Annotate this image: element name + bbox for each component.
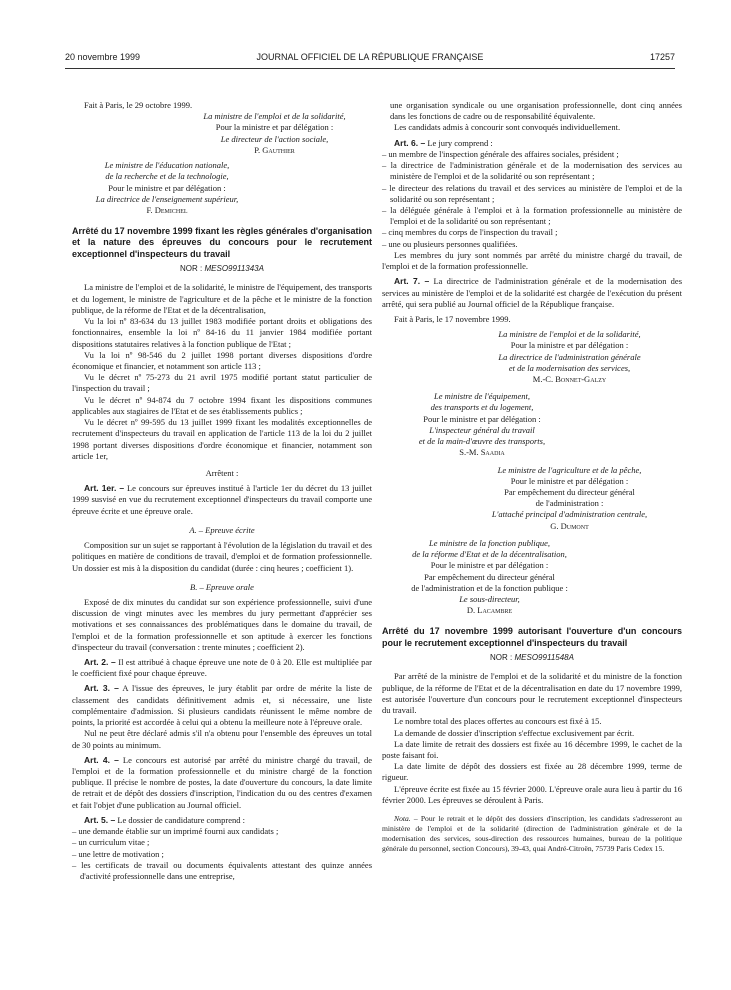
paragraph: Composition sur un sujet se rapportant à l'évolution de la législation du travail et des politiques en matière de conditions de travail, d'emploi et de formation professionnelle. Un dossier est mis à la disposition du candidat (durée : cinq heures ; coefficient 1).	[72, 540, 372, 573]
nor-code: MESO9911343A	[204, 263, 264, 273]
list-item: – une lettre de motivation ;	[72, 848, 164, 859]
sig-line: Le ministre de l'éducation nationale,	[104, 160, 230, 171]
sig-line: Pour le ministre et par délégation :	[430, 560, 549, 571]
signature-block-3	[457, 329, 682, 385]
nor-reference	[72, 264, 372, 275]
nota-text: Pour le retrait et le dépôt des dossiers d'inscription, les candidats s'adresseront au ministère de l'emploi et de la solidarité (direction de l'administration générale et de la modernisation des services, sous-direction des ressources humaines, bureau de la politique générale du personnel, section Concours), 39-43, quai André-Citroën, 75739 Paris Cedex 15.	[382, 814, 682, 854]
signature-block-6	[382, 538, 597, 617]
nota-label: Nota. –	[394, 814, 418, 824]
arretent-line: Arrêtent :	[205, 467, 239, 478]
sig-line: Le ministre de la fonction publique,	[428, 537, 551, 548]
paragraph: La demande de dossier d'inscription s'effectue exclusivement par écrit.	[394, 727, 635, 738]
article-1	[72, 483, 372, 517]
fait-line: Fait à Paris, le 17 novembre 1999.	[394, 313, 511, 324]
article-2	[72, 657, 372, 679]
signatory-name: D. Lacambre	[466, 605, 513, 616]
sig-line: Par empêchement du directeur général	[504, 487, 635, 497]
paragraph: Vu la loi nº 83-634 du 13 juillet 1983 modifiée portant droits et obligations des fonctionnaires, ensemble la loi nº 84-16 du 11 janvier 1984 modifiée portant dispositions statutaires relatives à la fonction publique de l'Etat ;	[72, 316, 372, 349]
sig-line: L'inspecteur général du travail	[429, 424, 535, 435]
article-label: Art. 7. –	[394, 276, 430, 287]
paragraph: Vu le décret nº 94-874 du 7 octobre 1994 fixant les dispositions communes applicables aux stagiaires de l'Etat et de ses établissements publics ;	[72, 394, 372, 416]
signature-block-4	[382, 391, 582, 458]
signatory-name: P. Gauthier	[254, 144, 295, 155]
header-rule	[65, 68, 675, 69]
paragraph: Exposé de dix minutes du candidat sur son expérience professionnelle, suivi d'une discussion de vingt minutes avec les membres du jury permettant d'apprécier ses motivations et ses connaissances des problématiques dans le domaine du travail, de l'emploi et de la formation professionnelle et son aptitude à exercer les fonctions d'inspecteur du travail (conversation : trente minutes ; coefficient 2).	[72, 596, 372, 652]
sig-line: Pour le ministre et par délégation :	[423, 413, 541, 424]
journal-title: JOURNAL OFFICIEL DE LA RÉPUBLIQUE FRANÇAISE	[256, 52, 484, 62]
article-label: Art. 6. –	[394, 137, 426, 148]
paragraph: Par arrêté de la ministre de l'emploi et de la solidarité et du ministre de la fonction publique, de la réforme de l'Etat et de la décentralisation en date du 17 novembre 1999, est autorisée l'ouverture d'un concours pour le recrutement exceptionnel d'inspecteurs du travail.	[382, 671, 682, 716]
paragraph: Les candidats admis à concourir sont convoqués individuellement.	[394, 122, 621, 133]
sig-line: Pour le ministre et par délégation :	[510, 475, 629, 486]
sig-line: de la réforme d'Etat et de la décentralisation,	[412, 549, 567, 560]
paragraph: Le nombre total des places offertes au concours est fixé à 15.	[394, 716, 602, 727]
signature-block-1	[177, 111, 372, 156]
sig-line: Par empêchement du directeur général	[424, 571, 555, 582]
article-3	[72, 683, 372, 728]
paragraph: Vu la loi nº 98-546 du 2 juillet 1998 portant diverses dispositions d'ordre économique et financier, et notamment son article 113 ;	[72, 349, 372, 372]
article-6	[382, 138, 682, 149]
left-column	[72, 100, 372, 882]
list-item: – un membre de l'inspection générale des affaires sociales, président ;	[382, 148, 619, 159]
article-text: Il est attribué à chaque épreuve une note de 0 à 20. Elle est multipliée par le coefficient fixé pour chaque épreuve.	[72, 657, 373, 679]
paragraph: La ministre de l'emploi et de la solidarité, le ministre de l'équipement, des transports et du logement, le ministre de l'agriculture et de la pêche et le ministre de la fonction publique, de la réforme de l'Etat et de la décentralisation,	[72, 282, 372, 315]
signatory-name: G. Dumont	[550, 520, 589, 531]
nor-label: NOR :	[490, 652, 513, 662]
sig-line: Le directeur de l'action sociale,	[220, 133, 329, 144]
article-text: Le dossier de candidature comprend :	[117, 814, 245, 825]
nor-label: NOR :	[180, 263, 203, 273]
signatory-name: F. Demichel	[146, 204, 188, 215]
sig-line: La directrice de l'administration générale	[498, 351, 641, 362]
paragraph: Vu le décret nº 99-595 du 13 juillet 1999 fixant les modalités exceptionnelles de recrutement d'inspecteurs du travail en application de l'article 113 de la loi du 2 juillet 1998 portant diverses dispositions d'ordre économique et financier, notamment son article 1er,	[72, 417, 372, 461]
section-heading: B. – Epreuve orale	[190, 581, 254, 592]
list-item: – cinq membres du corps de l'inspection du travail ;	[382, 227, 558, 238]
sig-line: Le sous-directeur,	[459, 593, 520, 604]
arrete-title: Arrêté du 17 novembre 1999 autorisant l'ouverture d'un concours pour le recrutement exceptionnel d'inspecteurs du travail	[382, 626, 682, 648]
sig-line: et de la modernisation des services,	[508, 362, 631, 373]
fait-line: Fait à Paris, le 29 octobre 1999.	[84, 100, 193, 110]
paragraph: La date limite de dépôt des dossiers est fixée au 28 décembre 1999, terme de rigueur.	[382, 761, 682, 783]
list-item: – une ou plusieurs personnes qualifiées.	[382, 238, 518, 249]
section-heading: A. – Epreuve écrite	[189, 524, 255, 535]
list-item: – le directeur des relations du travail et des services au ministère de l'emploi et de la solidarité ou son représentant ;	[382, 182, 682, 204]
article-text: Le jury comprend :	[427, 137, 493, 148]
article-text: La directrice de l'administration générale et de la modernisation des services au ministère de l'emploi et de la solidarité est chargée de l'exécution du présent arrêté, qui sera publié au Journal officiel de la République française.	[382, 276, 683, 309]
sig-line: et de la main-d'œuvre des transports,	[418, 436, 546, 447]
list-item: – la directrice de l'administration générale et de la modernisation des services au ministère de l'emploi et de la solidarité ou son représentant ;	[382, 160, 682, 182]
article-label: Art. 3. –	[84, 683, 119, 694]
article-4	[72, 755, 372, 811]
signature-block-2	[72, 160, 262, 216]
list-item: – une demande établie sur un imprimé fourni aux candidats ;	[72, 826, 279, 837]
nor-code: MESO9911548A	[514, 652, 574, 662]
sig-line: La ministre de l'emploi et de la solidarité,	[203, 111, 346, 122]
article-label: Art. 2. –	[84, 657, 116, 668]
header-date: 20 novembre 1999	[65, 52, 141, 62]
article-label: Art. 5. –	[84, 814, 116, 825]
list-item: – un curriculum vitae ;	[72, 837, 150, 848]
signature-block-5	[457, 465, 682, 532]
sig-line: Le ministre de l'agriculture et de la pêche,	[497, 464, 642, 475]
article-label: Art. 1er. –	[84, 483, 125, 494]
signatory-name: S.-M. Saadia	[459, 447, 505, 458]
sig-line: L'attaché principal d'administration centrale,	[491, 509, 648, 520]
sig-line: de l'administration :	[535, 498, 604, 509]
paragraph: Vu le décret nº 75-273 du 21 avril 1975 modifié portant statut particulier de l'inspection du travail ;	[72, 372, 372, 394]
signatory-name: M.-C. Bonnet-Galzy	[532, 374, 607, 385]
sig-line: des transports et du logement,	[430, 402, 534, 413]
nor-reference	[382, 653, 682, 664]
sig-line: La ministre de l'emploi et de la solidarité,	[498, 329, 641, 340]
article-5	[72, 815, 372, 826]
sig-line: Pour la ministre et par délégation :	[215, 122, 334, 133]
sig-line: Le ministre de l'équipement,	[434, 391, 530, 402]
article-text: Le concours sur épreuves institué à l'article 1er du décret du 13 juillet 1999 susvisé en vue du recrutement exceptionnel d'inspecteurs du travail comporte une épreuve écrite et une épreuve orale.	[72, 483, 372, 516]
paragraph: L'épreuve écrite est fixée au 15 février 2000. L'épreuve orale aura lieu à partir du 16 février 2000. Les épreuves se déroulent à Paris.	[382, 783, 682, 805]
sig-line: de l'administration et de la fonction publique :	[411, 582, 568, 593]
sig-line: Pour la ministre et par délégation :	[510, 340, 629, 351]
article-7	[382, 276, 682, 310]
nota	[382, 814, 682, 854]
list-item: – la déléguée générale à l'emploi et à la formation professionnelle au ministère de l'emploi et de la solidarité ou son représentant ;	[382, 204, 682, 227]
paragraph: La date limite de retrait des dossiers est fixée au 16 décembre 1999, le cachet de la poste faisant foi.	[382, 738, 682, 760]
sig-line: Pour le ministre et par délégation :	[108, 182, 226, 193]
paragraph: Les membres du jury sont nommés par arrêté du ministre chargé du travail, de l'emploi et de la formation professionnelle.	[382, 249, 682, 272]
sig-line: de la recherche et de la technologie,	[105, 171, 229, 182]
page-number: 17257	[649, 52, 675, 62]
paragraph: une organisation syndicale ou une organisation professionnelle, dont cinq années dans les fonctions de cadre ou de responsabilité équivalente.	[390, 100, 682, 122]
paragraph: Nul ne peut être déclaré admis s'il n'a obtenu pour l'ensemble des épreuves un total de 30 points au minimum.	[72, 728, 372, 750]
sig-line: La directrice de l'enseignement supérieur,	[95, 193, 239, 204]
article-label: Art. 4. –	[84, 754, 119, 765]
arrete-title: Arrêté du 17 novembre 1999 fixant les règles générales d'organisation et la nature des épreuves du concours pour le recrutement exceptionnel d'inspecteurs du travail	[72, 226, 372, 259]
article-text: A l'issue des épreuves, le jury établit par ordre de mérite la liste de classement des candidats définitivement admis et, si nécessaire, une liste complémentaire d'admission. Si plusieurs candidats réunissent le même nombre de points, la priorité est accordée à celui qui a obtenu la meilleure note à l'épreuve orale.	[72, 683, 372, 728]
page-header	[65, 52, 675, 66]
article-text: Le concours est autorisé par arrêté du ministre chargé du travail, de l'emploi et de la formation professionnelle et du ministre chargé de la fonction publique. Il précise le nombre de postes, la date d'ouverture du concours, la date limite de retrait et de dépôt des dossiers d'inscription, l'indication du ou des centres d'examen et fait l'objet d'une publication au Journal officiel.	[72, 754, 373, 810]
right-column	[382, 100, 682, 854]
list-item: – les certificats de travail ou documents équivalents attestant des quinze années d'activité professionnelle dans une entreprise,	[72, 859, 372, 881]
